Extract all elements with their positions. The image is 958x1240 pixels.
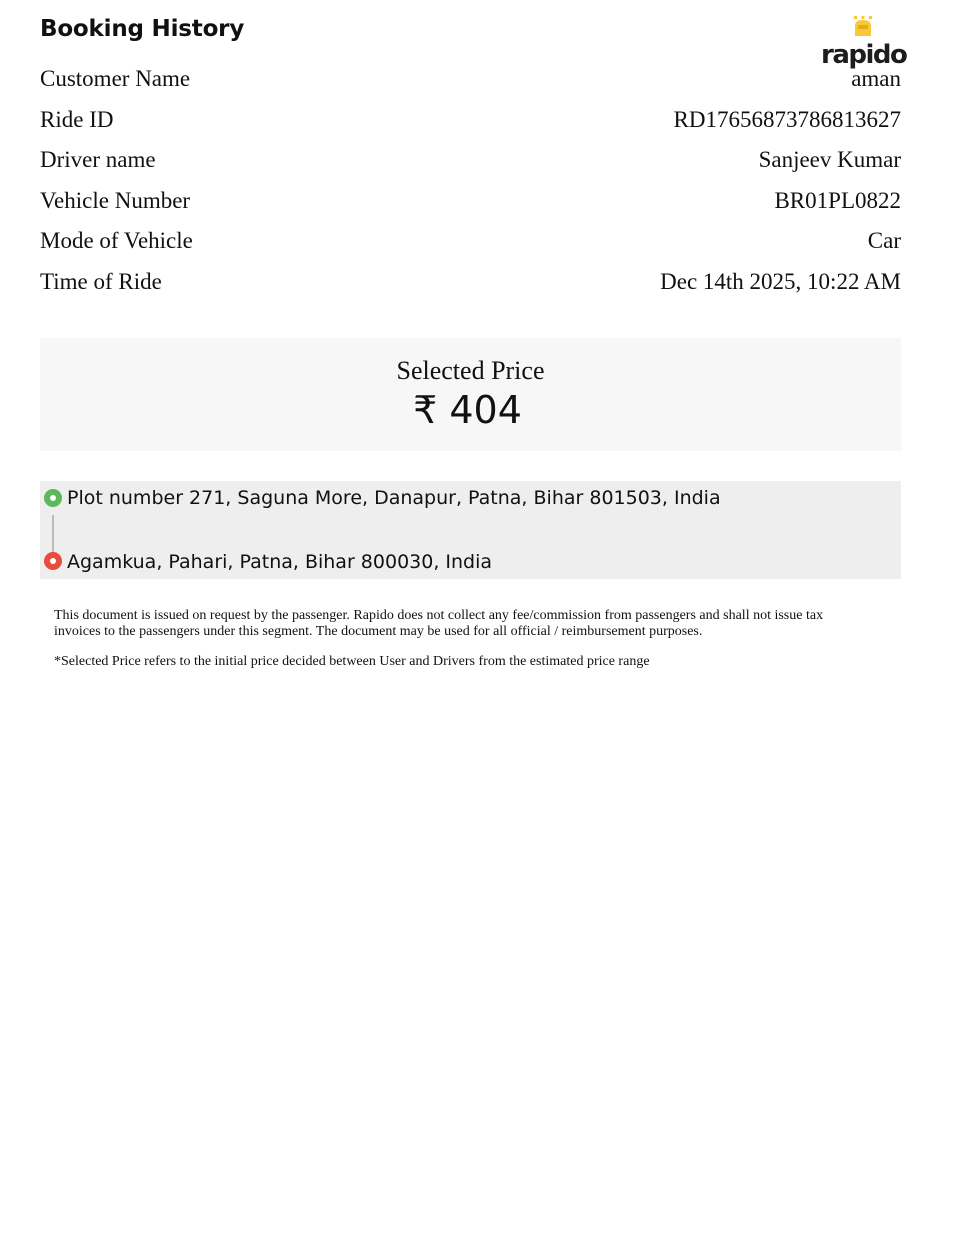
rapido-helmet-icon (851, 16, 875, 38)
detail-value: Car (867, 228, 901, 254)
detail-value: RD17656873786813627 (673, 106, 901, 132)
route-box (40, 481, 901, 579)
detail-row-customer-name (40, 66, 901, 107)
pickup-pin-icon (44, 489, 62, 507)
detail-label: Ride ID (40, 106, 114, 132)
price-note-text: *Selected Price refers to the initial price decided between User and Drivers from the estimated price range (54, 653, 650, 669)
detail-label: Driver name (40, 147, 156, 173)
pickup-address: Plot number 271, Saguna More, Danapur, Patna, Bihar 801503, India (67, 486, 721, 509)
detail-row-vehicle-number (40, 188, 901, 229)
detail-value: BR01PL0822 (774, 187, 901, 213)
detail-row-driver-name (40, 147, 901, 188)
detail-value: aman (851, 66, 901, 91)
detail-row-mode-of-vehicle (40, 228, 901, 269)
drop-address: Agamkua, Pahari, Patna, Bihar 800030, India (67, 550, 493, 573)
detail-label: Customer Name (40, 66, 191, 91)
detail-row-time-of-ride (40, 269, 901, 310)
booking-history-document (40, 0, 907, 684)
price-value: ₹ 404 (413, 387, 522, 432)
page-title: Booking History (40, 16, 245, 42)
header (40, 0, 907, 70)
price-label: Selected Price (396, 355, 545, 385)
detail-row-ride-id (40, 107, 901, 148)
notes (40, 608, 901, 670)
price-box (40, 338, 901, 451)
detail-value: Dec 14th 2025, 10:22 AM (660, 268, 901, 294)
route-connector-line (52, 515, 54, 555)
drop-pin-icon (44, 552, 62, 570)
detail-label: Vehicle Number (40, 187, 191, 213)
rapido-logo (821, 16, 907, 70)
ride-details (40, 66, 901, 310)
detail-label: Mode of Vehicle (40, 228, 193, 254)
detail-value: Sanjeev Kumar (758, 147, 901, 173)
disclaimer-text: This document is issued on request by the passenger. Rapido does not collect any fee/commission from passengers and shall not issue tax invoices to the passengers under this segment. The document may be used for all official / reimbursement purposes. (54, 607, 824, 639)
detail-label: Time of Ride (40, 268, 162, 294)
logo-text: rapido (821, 40, 907, 70)
